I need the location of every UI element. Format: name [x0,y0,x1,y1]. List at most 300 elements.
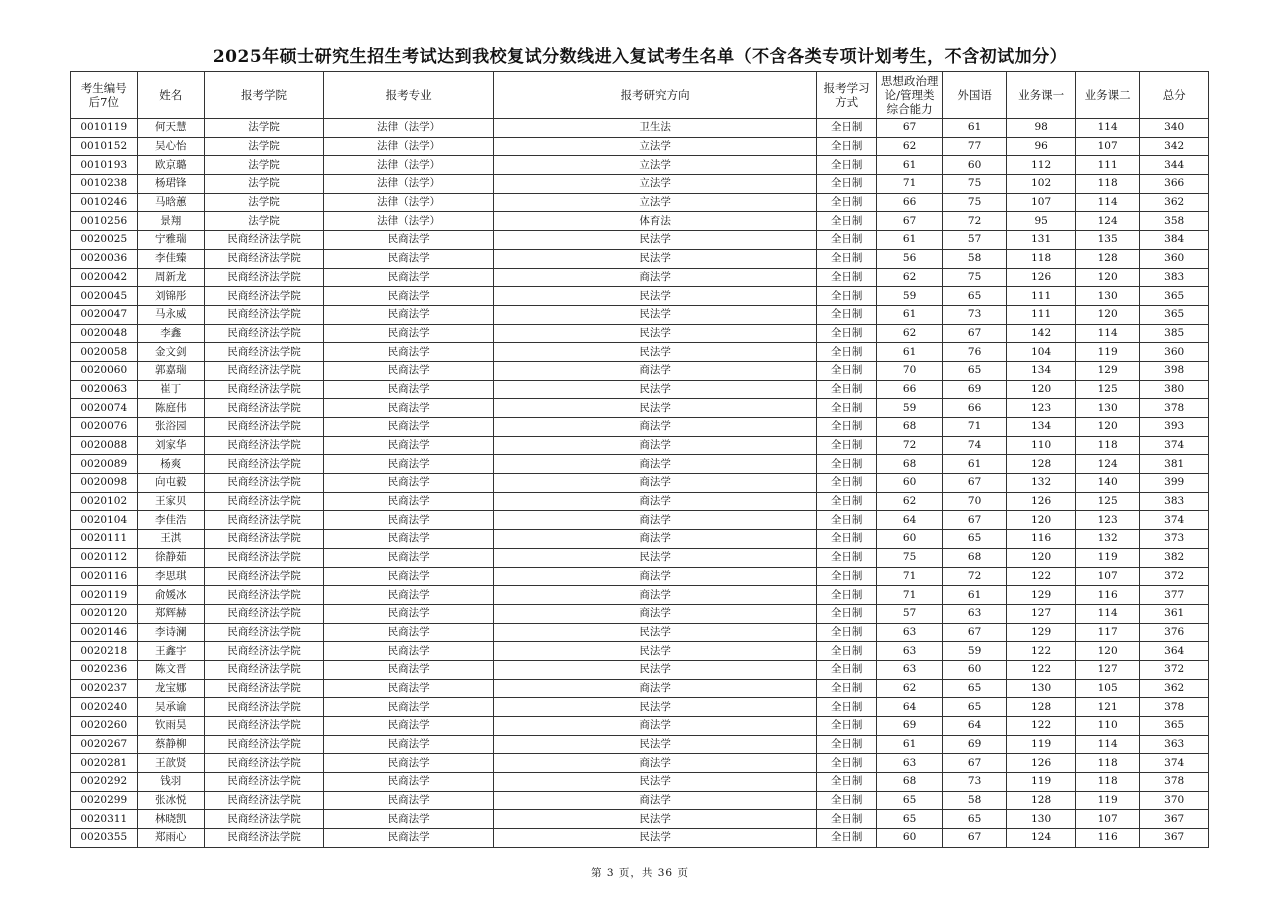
table-cell: 俞媛冰 [137,586,205,605]
table-cell: 民商法学 [323,492,493,511]
table-cell: 商法学 [494,754,817,773]
table-cell: 民商法学 [323,642,493,661]
table-cell: 0020047 [71,305,138,324]
table-cell: 法学院 [205,212,324,231]
table-row [71,436,1209,455]
table-cell: 商法学 [494,474,817,493]
table-cell: 全日制 [816,829,876,848]
table-cell: 380 [1140,380,1209,399]
table-cell: 111 [1075,156,1140,175]
table-cell: 342 [1140,137,1209,156]
table-cell: 374 [1140,511,1209,530]
table-cell: 383 [1140,268,1209,287]
column-header: 报考学院 [205,72,324,119]
table-cell: 73 [942,773,1007,792]
table-cell: 欧京璐 [137,156,205,175]
table-cell: 62 [877,268,943,287]
table-cell: 民商法学 [323,399,493,418]
table-row [71,511,1209,530]
table-cell: 民商法学 [323,586,493,605]
table-cell: 民商法学 [323,287,493,306]
table-cell: 民法学 [494,829,817,848]
table-cell: 61 [877,735,943,754]
table-cell: 王鑫宇 [137,642,205,661]
table-cell: 商法学 [494,361,817,380]
table-cell: 0020089 [71,455,138,474]
table-cell: 128 [1007,698,1076,717]
table-cell: 民商经济法学院 [205,717,324,736]
table-cell: 民商法学 [323,511,493,530]
table-row [71,305,1209,324]
table-cell: 周新龙 [137,268,205,287]
table-cell: 民商法学 [323,530,493,549]
table-cell: 74 [942,436,1007,455]
table-cell: 65 [942,361,1007,380]
table-row [71,249,1209,268]
page-title: 2025年硕士研究生招生考试达到我校复试分数线进入复试考生名单（不含各类专项计划考生，不含初试加分） [212,47,1068,67]
table-row [71,231,1209,250]
table-cell: 0020074 [71,399,138,418]
table-cell: 118 [1007,249,1076,268]
table-cell: 全日制 [816,791,876,810]
table-cell: 法律（法学） [323,175,493,194]
table-cell: 367 [1140,829,1209,848]
table-cell: 65 [942,698,1007,717]
table-cell: 0020299 [71,791,138,810]
table-cell: 96 [1007,137,1076,156]
table-cell: 65 [942,679,1007,698]
table-cell: 法律（法学） [323,137,493,156]
table-cell: 郑辉赫 [137,604,205,623]
table-row [71,324,1209,343]
table-cell: 民商经济法学院 [205,343,324,362]
table-cell: 372 [1140,660,1209,679]
table-cell: 民商法学 [323,474,493,493]
table-cell: 107 [1075,567,1140,586]
table-cell: 119 [1007,773,1076,792]
table-cell: 383 [1140,492,1209,511]
table-cell: 71 [877,175,943,194]
table-row [71,343,1209,362]
table-cell: 127 [1007,604,1076,623]
column-header: 报考学习 方式 [816,72,876,119]
table-cell: 129 [1007,623,1076,642]
table-cell: 112 [1007,156,1076,175]
table-cell: 0010256 [71,212,138,231]
table-cell: 0020063 [71,380,138,399]
table-cell: 全日制 [816,193,876,212]
table-cell: 119 [1075,791,1140,810]
table-cell: 61 [877,305,943,324]
candidate-table [70,71,1209,848]
table-cell: 李诗澜 [137,623,205,642]
table-cell: 60 [942,660,1007,679]
table-row [71,268,1209,287]
table-cell: 120 [1007,511,1076,530]
table-cell: 61 [877,156,943,175]
table-cell: 0020260 [71,717,138,736]
table-row [71,754,1209,773]
table-cell: 全日制 [816,324,876,343]
table-cell: 民商经济法学院 [205,623,324,642]
table-cell: 0020058 [71,343,138,362]
table-cell: 122 [1007,642,1076,661]
table-cell: 123 [1075,511,1140,530]
table-cell: 民法学 [494,305,817,324]
table-cell: 全日制 [816,268,876,287]
table-cell: 0020355 [71,829,138,848]
table-cell: 344 [1140,156,1209,175]
table-cell: 393 [1140,418,1209,437]
table-cell: 69 [942,380,1007,399]
table-row [71,193,1209,212]
table-cell: 365 [1140,287,1209,306]
table-cell: 134 [1007,361,1076,380]
column-header: 思想政治理 论/管理类 综合能力 [877,72,943,119]
table-cell: 马永威 [137,305,205,324]
table-cell: 128 [1075,249,1140,268]
table-cell: 0020076 [71,418,138,437]
table-cell: 67 [942,623,1007,642]
table-cell: 130 [1007,810,1076,829]
table-cell: 110 [1075,717,1140,736]
table-cell: 民商法学 [323,717,493,736]
column-header: 总分 [1140,72,1209,119]
table-cell: 0020236 [71,660,138,679]
table-cell: 全日制 [816,567,876,586]
table-cell: 全日制 [816,548,876,567]
table-cell: 立法学 [494,193,817,212]
table-cell: 360 [1140,343,1209,362]
table-cell: 吴心怡 [137,137,205,156]
table-cell: 民商经济法学院 [205,530,324,549]
table-cell: 0020025 [71,231,138,250]
table-cell: 0020042 [71,268,138,287]
table-cell: 全日制 [816,137,876,156]
table-cell: 0020267 [71,735,138,754]
table-cell: 民商经济法学院 [205,380,324,399]
table-cell: 72 [942,212,1007,231]
table-cell: 98 [1007,119,1076,138]
table-cell: 民商法学 [323,604,493,623]
table-cell: 0020045 [71,287,138,306]
table-cell: 民商法学 [323,418,493,437]
table-cell: 全日制 [816,511,876,530]
table-cell: 民商经济法学院 [205,399,324,418]
table-cell: 0020112 [71,548,138,567]
table-cell: 民法学 [494,810,817,829]
table-cell: 民商经济法学院 [205,586,324,605]
table-cell: 62 [877,679,943,698]
table-cell: 全日制 [816,156,876,175]
table-cell: 民法学 [494,623,817,642]
table-cell: 367 [1140,810,1209,829]
table-cell: 商法学 [494,455,817,474]
table-cell: 崔丁 [137,380,205,399]
table-cell: 钦雨昊 [137,717,205,736]
table-cell: 124 [1075,455,1140,474]
table-cell: 111 [1007,305,1076,324]
table-cell: 75 [942,175,1007,194]
table-cell: 120 [1075,268,1140,287]
table-row [71,717,1209,736]
table-cell: 全日制 [816,361,876,380]
table-row [71,735,1209,754]
table-cell: 郑雨心 [137,829,205,848]
table-row [71,137,1209,156]
table-cell: 民商法学 [323,231,493,250]
table-cell: 124 [1007,829,1076,848]
table-row [71,119,1209,138]
table-cell: 118 [1075,175,1140,194]
table-cell: 全日制 [816,305,876,324]
table-cell: 全日制 [816,212,876,231]
table-cell: 0020240 [71,698,138,717]
table-cell: 民商经济法学院 [205,567,324,586]
table-cell: 132 [1075,530,1140,549]
table-cell: 363 [1140,735,1209,754]
table-cell: 民商法学 [323,735,493,754]
table-cell: 商法学 [494,436,817,455]
table-cell: 119 [1007,735,1076,754]
table-cell: 立法学 [494,175,817,194]
table-cell: 全日制 [816,249,876,268]
table-row [71,698,1209,717]
table-cell: 民商法学 [323,436,493,455]
table-cell: 60 [877,829,943,848]
table-cell: 65 [877,791,943,810]
table-cell: 民商经济法学院 [205,642,324,661]
table-cell: 68 [877,455,943,474]
table-cell: 68 [877,773,943,792]
table-cell: 362 [1140,679,1209,698]
table-cell: 0020111 [71,530,138,549]
table-cell: 365 [1140,717,1209,736]
table-cell: 民商经济法学院 [205,660,324,679]
table-cell: 123 [1007,399,1076,418]
table-cell: 111 [1007,287,1076,306]
table-cell: 66 [942,399,1007,418]
table-cell: 全日制 [816,773,876,792]
table-cell: 郭嘉瑞 [137,361,205,380]
table-cell: 法学院 [205,175,324,194]
table-cell: 374 [1140,754,1209,773]
table-cell: 114 [1075,735,1140,754]
table-cell: 民法学 [494,324,817,343]
table-cell: 378 [1140,399,1209,418]
table-cell: 126 [1007,754,1076,773]
table-cell: 122 [1007,717,1076,736]
column-header: 报考专业 [323,72,493,119]
table-row [71,679,1209,698]
table-row [71,773,1209,792]
table-cell: 民商法学 [323,791,493,810]
table-cell: 56 [877,249,943,268]
table-cell: 63 [942,604,1007,623]
table-cell: 68 [942,548,1007,567]
table-cell: 120 [1075,305,1140,324]
table-cell: 民商经济法学院 [205,754,324,773]
column-header: 业务课二 [1075,72,1140,119]
table-cell: 李鑫 [137,324,205,343]
table-cell: 0020146 [71,623,138,642]
table-cell: 60 [942,156,1007,175]
table-cell: 民商法学 [323,324,493,343]
table-cell: 全日制 [816,287,876,306]
table-cell: 体育法 [494,212,817,231]
table-cell: 商法学 [494,791,817,810]
table-cell: 366 [1140,175,1209,194]
table-cell: 商法学 [494,717,817,736]
table-cell: 67 [942,324,1007,343]
table-cell: 民商法学 [323,754,493,773]
table-cell: 107 [1075,137,1140,156]
table-cell: 杨珺锋 [137,175,205,194]
table-cell: 民商法学 [323,380,493,399]
table-cell: 民商经济法学院 [205,231,324,250]
table-cell: 358 [1140,212,1209,231]
table-cell: 64 [942,717,1007,736]
table-cell: 法律（法学） [323,212,493,231]
table-row [71,380,1209,399]
table-cell: 66 [877,193,943,212]
table-cell: 64 [877,698,943,717]
table-cell: 刘锦彤 [137,287,205,306]
table-cell: 385 [1140,324,1209,343]
table-cell: 民商经济法学院 [205,548,324,567]
table-cell: 民商法学 [323,679,493,698]
table-cell: 民法学 [494,287,817,306]
table-cell: 0020292 [71,773,138,792]
table-cell: 131 [1007,231,1076,250]
table-cell: 民商法学 [323,829,493,848]
table-cell: 民法学 [494,698,817,717]
table-cell: 104 [1007,343,1076,362]
table-cell: 0020218 [71,642,138,661]
table-cell: 130 [1075,399,1140,418]
table-cell: 118 [1075,436,1140,455]
table-cell: 民商经济法学院 [205,829,324,848]
table-cell: 宁雅瑞 [137,231,205,250]
table-cell: 110 [1007,436,1076,455]
table-cell: 66 [877,380,943,399]
table-cell: 法律（法学） [323,119,493,138]
table-cell: 民商经济法学院 [205,249,324,268]
table-cell: 59 [942,642,1007,661]
table-cell: 全日制 [816,660,876,679]
table-cell: 127 [1075,660,1140,679]
table-cell: 130 [1007,679,1076,698]
table-cell: 民法学 [494,548,817,567]
table-cell: 民商经济法学院 [205,455,324,474]
table-cell: 民商法学 [323,548,493,567]
table-cell: 王家贝 [137,492,205,511]
table-cell: 0020036 [71,249,138,268]
table-cell: 120 [1007,380,1076,399]
table-row [71,642,1209,661]
table-cell: 120 [1075,642,1140,661]
table-cell: 107 [1075,810,1140,829]
table-cell: 378 [1140,698,1209,717]
table-cell: 景翔 [137,212,205,231]
table-cell: 全日制 [816,492,876,511]
table-cell: 民商经济法学院 [205,492,324,511]
table-row [71,287,1209,306]
table-cell: 民商经济法学院 [205,511,324,530]
table-cell: 125 [1075,380,1140,399]
table-cell: 69 [877,717,943,736]
column-header: 报考研究方向 [494,72,817,119]
table-cell: 0020102 [71,492,138,511]
table-cell: 民商法学 [323,810,493,829]
table-cell: 0020088 [71,436,138,455]
table-cell: 65 [942,287,1007,306]
table-cell: 法学院 [205,193,324,212]
table-cell: 128 [1007,791,1076,810]
table-cell: 商法学 [494,530,817,549]
table-cell: 民商经济法学院 [205,418,324,437]
table-cell: 民法学 [494,399,817,418]
table-cell: 民商法学 [323,567,493,586]
table-cell: 68 [877,418,943,437]
table-cell: 商法学 [494,586,817,605]
table-cell: 118 [1075,773,1140,792]
table-cell: 民法学 [494,231,817,250]
table-cell: 民商法学 [323,773,493,792]
table-cell: 民商经济法学院 [205,287,324,306]
table-cell: 384 [1140,231,1209,250]
table-row [71,455,1209,474]
table-cell: 62 [877,137,943,156]
table-cell: 65 [942,810,1007,829]
table-cell: 民法学 [494,773,817,792]
table-cell: 商法学 [494,604,817,623]
table-cell: 364 [1140,642,1209,661]
table-cell: 60 [877,474,943,493]
table-cell: 59 [877,399,943,418]
table-row [71,604,1209,623]
table-row [71,399,1209,418]
table-cell: 民法学 [494,249,817,268]
table-cell: 126 [1007,268,1076,287]
table-cell: 65 [877,810,943,829]
table-cell: 61 [942,455,1007,474]
table-body [71,119,1209,848]
table-cell: 民商法学 [323,623,493,642]
table-cell: 林晓凯 [137,810,205,829]
table-row [71,175,1209,194]
table-cell: 58 [942,791,1007,810]
page-footer: 第 3 页，共 36 页 [591,867,689,879]
table-cell: 向屯毅 [137,474,205,493]
table-cell: 130 [1075,287,1140,306]
table-cell: 0020098 [71,474,138,493]
table-cell: 蔡静柳 [137,735,205,754]
table-cell: 法律（法学） [323,156,493,175]
table-cell: 125 [1075,492,1140,511]
table-row [71,530,1209,549]
table-cell: 全日制 [816,735,876,754]
table-cell: 商法学 [494,567,817,586]
table-cell: 民商法学 [323,455,493,474]
table-cell: 民商法学 [323,249,493,268]
table-cell: 373 [1140,530,1209,549]
table-cell: 114 [1075,119,1140,138]
column-header: 姓名 [137,72,205,119]
table-cell: 李佳臻 [137,249,205,268]
column-header: 外国语 [942,72,1007,119]
table-cell: 张冰悦 [137,791,205,810]
